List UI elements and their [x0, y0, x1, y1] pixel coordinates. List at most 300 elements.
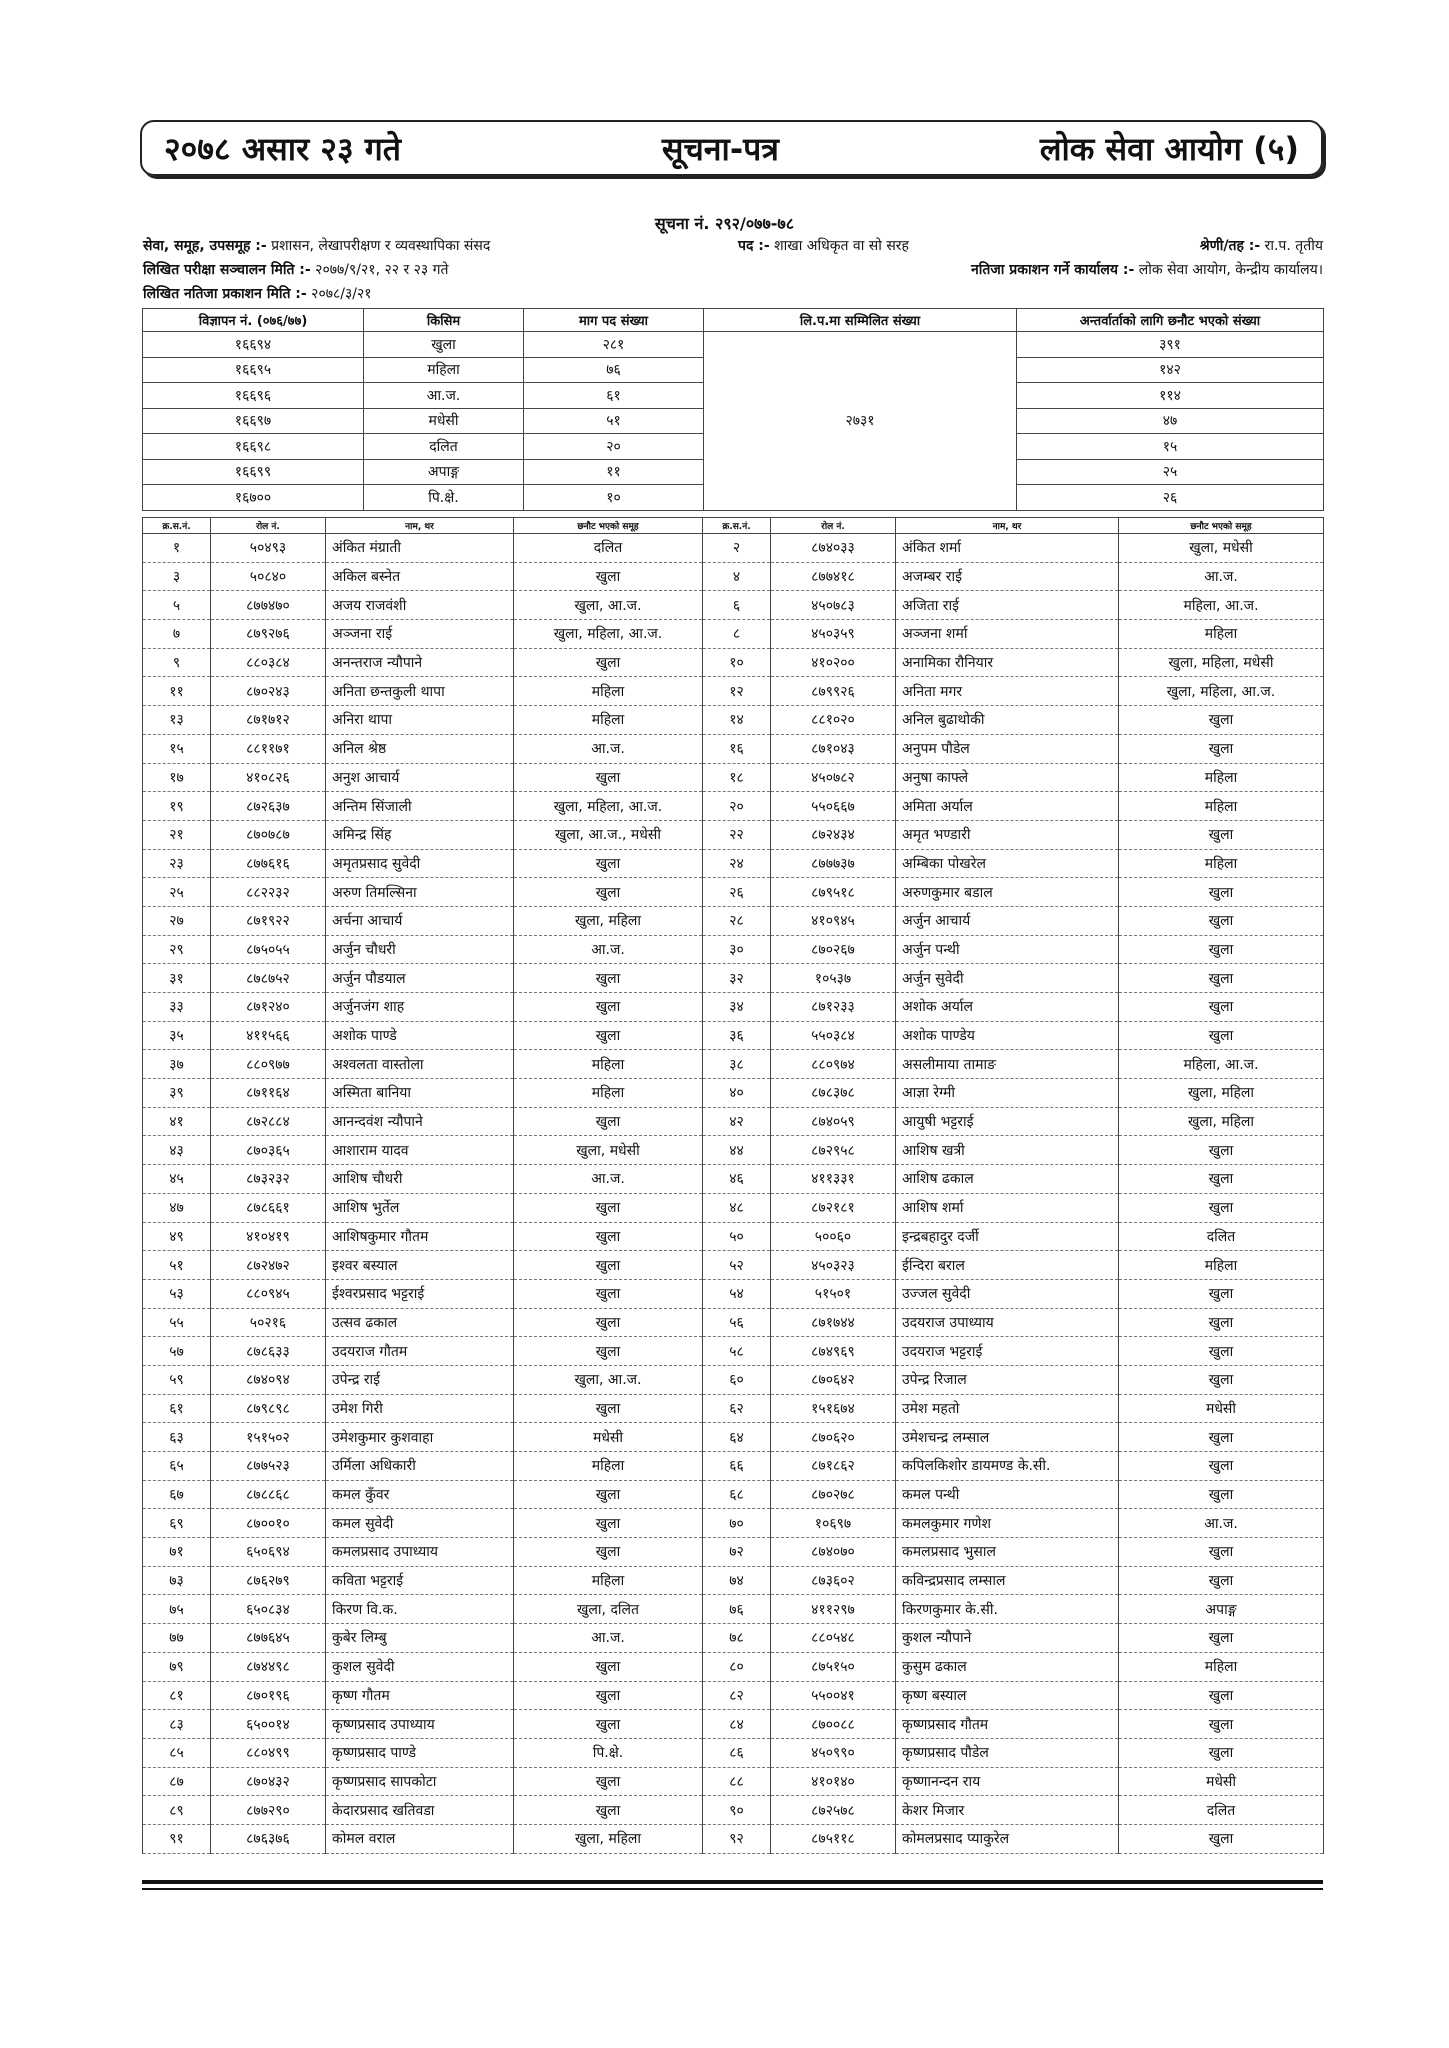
serial-number: ४ [703, 562, 771, 591]
candidate-name: असलीमाया तामाङ [896, 1050, 1119, 1079]
candidate-name: आशिष चौधरी [326, 1165, 514, 1194]
candidate-name: कमल सुवेदी [326, 1509, 514, 1538]
serial-number: ३६ [703, 1021, 771, 1050]
serial-number: १ [143, 534, 211, 563]
candidate-name: अमृतप्रसाद सुवेदी [326, 849, 514, 878]
serial-number: ८३ [143, 1710, 211, 1739]
candidate-name: आनन्दवंश न्यौपाने [326, 1107, 514, 1136]
serial-number: ७१ [143, 1538, 211, 1567]
roll-number: ८७४०७० [771, 1538, 896, 1567]
summary-cell: १६६९४ [143, 332, 364, 358]
candidate-name: अनुपम पौडेल [896, 734, 1119, 763]
table-row [143, 906, 1324, 935]
serial-number: ७६ [703, 1595, 771, 1624]
summary-cell: पि.क्षे. [364, 485, 524, 511]
table-row [143, 1681, 1324, 1710]
table-row [143, 1222, 1324, 1251]
selected-group: खुला [1119, 964, 1324, 993]
serial-number: ६५ [143, 1452, 211, 1481]
table-row [143, 1538, 1324, 1567]
header-org: लोक सेवा आयोग (५) [1039, 129, 1299, 168]
serial-number: ९२ [703, 1824, 771, 1853]
candidate-name: उर्मिला अधिकारी [326, 1452, 514, 1481]
table-row [143, 1050, 1324, 1079]
selected-group: खुला [514, 562, 703, 591]
roll-number: ५०४९३ [211, 534, 326, 563]
serial-number: २९ [143, 935, 211, 964]
roll-number: ८७१०४३ [771, 734, 896, 763]
selected-group: खुला, आ.ज. [514, 1365, 703, 1394]
roll-number: ८७७४१८ [771, 562, 896, 591]
table-row [143, 763, 1324, 792]
serial-number: ५६ [703, 1308, 771, 1337]
table-row [143, 1652, 1324, 1681]
candidate-name: अंकित मंग्राती [326, 534, 514, 563]
roll-number: ८७०३६५ [211, 1136, 326, 1165]
candidate-name: कोमल वराल [326, 1824, 514, 1853]
serial-number: ५ [143, 591, 211, 620]
results-header-row [143, 518, 1324, 534]
candidate-name: कृष्ण बस्याल [896, 1681, 1119, 1710]
summary-header: अन्तर्वार्ताको लागि छनौट भएको संख्या [1017, 309, 1324, 332]
serial-number: १८ [703, 763, 771, 792]
serial-number: ६३ [143, 1423, 211, 1452]
serial-number: ६८ [703, 1480, 771, 1509]
candidate-name: आशिष भुर्तेल [326, 1193, 514, 1222]
summary-cell: १६६९९ [143, 459, 364, 485]
selected-group: खुला [514, 1710, 703, 1739]
roll-number: ४१०९४५ [771, 906, 896, 935]
candidate-name: अञ्जना शर्मा [896, 620, 1119, 649]
table-row [143, 1337, 1324, 1366]
header-title: सूचना-पत्र [661, 129, 779, 168]
serial-number: ५२ [703, 1251, 771, 1280]
roll-number: ४५०७८३ [771, 591, 896, 620]
service-label: सेवा, समूह, उपसमूह :- [143, 238, 267, 254]
candidate-name: उज्जल सुवेदी [896, 1279, 1119, 1308]
selected-group: खुला, आ.ज., मधेसी [514, 820, 703, 849]
roll-number: ८७७४७० [211, 591, 326, 620]
candidate-name: अन्तिम सिंजाली [326, 792, 514, 821]
table-row [143, 1824, 1324, 1853]
candidate-name: अर्जुन चौधरी [326, 935, 514, 964]
serial-number: १२ [703, 677, 771, 706]
selected-group: महिला [1119, 1652, 1324, 1681]
candidate-name: कृष्णप्रसाद गौतम [896, 1710, 1119, 1739]
roll-number: ८७०१९६ [211, 1681, 326, 1710]
candidate-name: उपेन्द्र रिजाल [896, 1365, 1119, 1394]
selected-group: खुला, महिला, मधेसी [1119, 648, 1324, 677]
candidate-name: अनुषा काफ्ले [896, 763, 1119, 792]
selected-group: आ.ज. [1119, 1509, 1324, 1538]
candidate-name: अश्वलता वास्तोला [326, 1050, 514, 1079]
office-label: नतिजा प्रकाशन गर्ने कार्यालय :- [970, 262, 1135, 278]
page-header [140, 120, 1323, 176]
footer-rule-thin [142, 1888, 1323, 1890]
selected-group: खुला [514, 1222, 703, 1251]
candidate-name: आशिष शर्मा [896, 1193, 1119, 1222]
serial-number: ४९ [143, 1222, 211, 1251]
results-header: छनौट भएको समूह [514, 518, 703, 534]
roll-number: ४११२९७ [771, 1595, 896, 1624]
roll-number: ८७७५२३ [211, 1452, 326, 1481]
selected-group: खुला [514, 964, 703, 993]
selected-group: खुला [1119, 1566, 1324, 1595]
serial-number: ९ [143, 648, 211, 677]
selected-group: महिला, आ.ज. [1119, 1050, 1324, 1079]
selected-group: खुला, महिला, आ.ज. [514, 620, 703, 649]
selected-group: खुला [1119, 1480, 1324, 1509]
candidate-name: अशोक अर्याल [896, 993, 1119, 1022]
candidate-name: अर्जुन आचार्य [896, 906, 1119, 935]
candidate-name: आशिषकुमार गौतम [326, 1222, 514, 1251]
post-value: शाखा अधिकृत वा सो सरह [774, 238, 909, 254]
candidate-name: केशर मिजार [896, 1796, 1119, 1825]
selected-group: खुला [1119, 1452, 1324, 1481]
roll-number: ८८०९४५ [211, 1279, 326, 1308]
table-row [143, 706, 1324, 735]
serial-number: ८७ [143, 1767, 211, 1796]
candidate-name: अनिल बुढाथोकी [896, 706, 1119, 735]
serial-number: ८० [703, 1652, 771, 1681]
table-row [143, 1480, 1324, 1509]
serial-number: ९० [703, 1796, 771, 1825]
selected-group: खुला [1119, 1738, 1324, 1767]
selected-group: खुला [1119, 706, 1324, 735]
roll-number: ५०२१६ [211, 1308, 326, 1337]
roll-number: ८८०९७७ [211, 1050, 326, 1079]
summary-cell: ६१ [524, 383, 704, 409]
serial-number: ५३ [143, 1279, 211, 1308]
serial-number: ६० [703, 1365, 771, 1394]
selected-group: खुला [1119, 1308, 1324, 1337]
results-header: छनौट भएको समूह [1119, 518, 1324, 534]
selected-group: आ.ज. [514, 1165, 703, 1194]
roll-number: ८७१२४० [211, 993, 326, 1022]
serial-number: ७८ [703, 1624, 771, 1653]
serial-number: २ [703, 534, 771, 563]
serial-number: ६ [703, 591, 771, 620]
roll-number: ८७८७५२ [211, 964, 326, 993]
candidate-name: कविन्द्रप्रसाद लम्साल [896, 1566, 1119, 1595]
roll-number: ८८२२३२ [211, 878, 326, 907]
serial-number: ८२ [703, 1681, 771, 1710]
roll-number: १५१५०२ [211, 1423, 326, 1452]
candidate-name: अनिल श्रेष्ठ [326, 734, 514, 763]
table-row [143, 1193, 1324, 1222]
candidate-name: अनिरा थापा [326, 706, 514, 735]
roll-number: ४५०३५९ [771, 620, 896, 649]
serial-number: ३१ [143, 964, 211, 993]
candidate-name: इन्द्रबहादुर दर्जी [896, 1222, 1119, 1251]
table-row [143, 820, 1324, 849]
serial-number: ४० [703, 1079, 771, 1108]
serial-number: २८ [703, 906, 771, 935]
selected-group: खुला [514, 1394, 703, 1423]
candidate-name: अर्चना आचार्य [326, 906, 514, 935]
roll-number: ८७९८९८ [211, 1394, 326, 1423]
candidate-name: कविता भट्टराई [326, 1566, 514, 1595]
serial-number: ३ [143, 562, 211, 591]
roll-number: ८८०३८४ [211, 648, 326, 677]
candidate-name: अजम्बर राई [896, 562, 1119, 591]
serial-number: ८५ [143, 1738, 211, 1767]
selected-group: पि.क्षे. [514, 1738, 703, 1767]
results-header: क्र.स.नं. [703, 518, 771, 534]
selected-group: आ.ज. [514, 935, 703, 964]
roll-number: ८७१९२२ [211, 906, 326, 935]
selected-group: अपाङ्ग [1119, 1595, 1324, 1624]
roll-number: ८७५१५० [771, 1652, 896, 1681]
notice-number: सूचना नं. २९२/०७७-७८ [654, 214, 795, 233]
candidate-name: अर्जुनजंग शाह [326, 993, 514, 1022]
summary-cell: मधेसी [364, 408, 524, 434]
serial-number: १३ [143, 706, 211, 735]
serial-number: ४७ [143, 1193, 211, 1222]
roll-number: ४५०७८२ [771, 763, 896, 792]
candidate-name: अरुणकुमार बडाल [896, 878, 1119, 907]
candidate-name: अमृत भण्डारी [896, 820, 1119, 849]
table-row [143, 993, 1324, 1022]
roll-number: ८७९९२६ [771, 677, 896, 706]
table-row [143, 562, 1324, 591]
serial-number: ८८ [703, 1767, 771, 1796]
serial-number: ४५ [143, 1165, 211, 1194]
roll-number: ८७२४७२ [211, 1251, 326, 1280]
roll-number: ८७२८८४ [211, 1107, 326, 1136]
serial-number: ५४ [703, 1279, 771, 1308]
serial-number: २४ [703, 849, 771, 878]
candidate-name: आयुषी भट्टराई [896, 1107, 1119, 1136]
roll-number: १५१६७४ [771, 1394, 896, 1423]
table-row [143, 792, 1324, 821]
selected-group: खुला [1119, 1710, 1324, 1739]
selected-group: खुला [514, 1279, 703, 1308]
roll-number: ८७१८६२ [771, 1452, 896, 1481]
roll-number: ८७२६३७ [211, 792, 326, 821]
roll-number: ८७३२३२ [211, 1165, 326, 1194]
roll-number: ८८०९७४ [771, 1050, 896, 1079]
selected-group: खुला, महिला [514, 906, 703, 935]
selected-group: खुला [1119, 1337, 1324, 1366]
results-header: क्र.स.नं. [143, 518, 211, 534]
candidate-name: कुबेर लिम्बु [326, 1624, 514, 1653]
footer-rule-thick [142, 1880, 1323, 1884]
roll-number: ८७४४९८ [211, 1652, 326, 1681]
serial-number: ७४ [703, 1566, 771, 1595]
serial-number: २२ [703, 820, 771, 849]
roll-number: ६५००१४ [211, 1710, 326, 1739]
roll-number: ८८११७१ [211, 734, 326, 763]
candidate-name: कृष्णप्रसाद पाण्डे [326, 1738, 514, 1767]
serial-number: ९१ [143, 1824, 211, 1853]
candidate-name: आज्ञा रेग्मी [896, 1079, 1119, 1108]
selected-group: दलित [1119, 1222, 1324, 1251]
office-value: लोक सेवा आयोग, केन्द्रीय कार्यालय। [1138, 262, 1323, 278]
selected-group: मधेसी [1119, 1394, 1324, 1423]
selected-group: महिला [514, 1079, 703, 1108]
exam-date-label: लिखित परीक्षा सञ्चालन मिति :- [143, 262, 311, 278]
roll-number: ८७७७३७ [771, 849, 896, 878]
roll-number: ८७०६२० [771, 1423, 896, 1452]
selected-group: खुला [514, 1021, 703, 1050]
exam-date-value: २०७७/९/२१, २२ र २३ गते [315, 262, 449, 278]
serial-number: ८९ [143, 1796, 211, 1825]
serial-number: ४१ [143, 1107, 211, 1136]
serial-number: ८ [703, 620, 771, 649]
serial-number: ७५ [143, 1595, 211, 1624]
serial-number: ७३ [143, 1566, 211, 1595]
table-row [143, 1107, 1324, 1136]
table-row [143, 1452, 1324, 1481]
roll-number: ८८१०२० [771, 706, 896, 735]
selected-group: खुला, मधेसी [514, 1136, 703, 1165]
summary-cell: अपाङ्ग [364, 459, 524, 485]
summary-cell: १४२ [1017, 357, 1324, 383]
summary-cell: आ.ज. [364, 383, 524, 409]
candidate-name: अनुश आचार्य [326, 763, 514, 792]
serial-number: २६ [703, 878, 771, 907]
roll-number: ४१०४१९ [211, 1222, 326, 1251]
results-header: रोल नं. [771, 518, 896, 534]
candidate-name: कुशल सुवेदी [326, 1652, 514, 1681]
roll-number: ८७८८६८ [211, 1480, 326, 1509]
post-label: पद :- [738, 238, 770, 254]
summary-cell: १६६९७ [143, 408, 364, 434]
candidate-name: कमल कुँवर [326, 1480, 514, 1509]
selected-group: खुला [514, 1796, 703, 1825]
candidate-name: अजय राजवंशी [326, 591, 514, 620]
candidate-name: कोमलप्रसाद प्याकुरेल [896, 1824, 1119, 1853]
serial-number: ११ [143, 677, 211, 706]
candidate-name: उत्सव ढकाल [326, 1308, 514, 1337]
serial-number: २३ [143, 849, 211, 878]
summary-header: लि.प.मा सम्मिलित संख्या [704, 309, 1017, 332]
roll-number: ८७०६४२ [771, 1365, 896, 1394]
candidate-name: कमल पन्थी [896, 1480, 1119, 1509]
roll-number: ८७२१८१ [771, 1193, 896, 1222]
roll-number: ४११५६६ [211, 1021, 326, 1050]
selected-group: खुला [1119, 906, 1324, 935]
candidate-name: कमलकुमार गणेश [896, 1509, 1119, 1538]
table-row [143, 1423, 1324, 1452]
roll-number: ८७००८८ [771, 1710, 896, 1739]
serial-number: ७२ [703, 1538, 771, 1567]
selected-group: खुला, महिला, आ.ज. [1119, 677, 1324, 706]
selected-group: खुला [1119, 993, 1324, 1022]
summary-cell: ११४ [1017, 383, 1324, 409]
selected-group: महिला [514, 1050, 703, 1079]
selected-group: खुला [514, 1107, 703, 1136]
candidate-name: अनामिका रौनियार [896, 648, 1119, 677]
candidate-name: उमेश गिरी [326, 1394, 514, 1423]
candidate-name: उदयराज गौतम [326, 1337, 514, 1366]
candidate-name: अर्जुन पौडयाल [326, 964, 514, 993]
roll-number: ४१०८२६ [211, 763, 326, 792]
selected-group: खुला [514, 993, 703, 1022]
selected-group: आ.ज. [514, 734, 703, 763]
selected-group: खुला [1119, 935, 1324, 964]
serial-number: २७ [143, 906, 211, 935]
summary-cell: ३९१ [1017, 332, 1324, 358]
serial-number: १७ [143, 763, 211, 792]
selected-group: मधेसी [514, 1423, 703, 1452]
result-date-value: २०७८/३/२१ [311, 286, 372, 302]
serial-number: ३० [703, 935, 771, 964]
serial-number: ४६ [703, 1165, 771, 1194]
selected-group: खुला, आ.ज. [514, 591, 703, 620]
candidate-name: अनिता मगर [896, 677, 1119, 706]
candidate-name: कमलप्रसाद उपाध्याय [326, 1538, 514, 1567]
roll-number: ८७१७४४ [771, 1308, 896, 1337]
roll-number: ८७७६१६ [211, 849, 326, 878]
serial-number: ६२ [703, 1394, 771, 1423]
serial-number: ५० [703, 1222, 771, 1251]
serial-number: ७७ [143, 1624, 211, 1653]
selected-group: खुला [514, 878, 703, 907]
serial-number: ३२ [703, 964, 771, 993]
summary-cell: ५१ [524, 408, 704, 434]
serial-number: ६९ [143, 1509, 211, 1538]
selected-group: महिला [1119, 849, 1324, 878]
selected-group: खुला [514, 1767, 703, 1796]
selected-group: महिला [1119, 763, 1324, 792]
selected-group: महिला [514, 1452, 703, 1481]
roll-number: ८७०२४३ [211, 677, 326, 706]
selected-group: खुला [1119, 1136, 1324, 1165]
serial-number: ७९ [143, 1652, 211, 1681]
roll-number: ८७९५१८ [771, 878, 896, 907]
roll-number: ८७०२६७ [771, 935, 896, 964]
candidate-name: कुसुम ढकाल [896, 1652, 1119, 1681]
selected-group: खुला, महिला [1119, 1107, 1324, 1136]
candidate-name: अजिता राई [896, 591, 1119, 620]
candidate-name: आशाराम यादव [326, 1136, 514, 1165]
candidate-name: अनिता छन्तकुली थापा [326, 677, 514, 706]
roll-number: ५५०३८४ [771, 1021, 896, 1050]
table-row [143, 1165, 1324, 1194]
selected-group: खुला [1119, 1165, 1324, 1194]
serial-number: ४४ [703, 1136, 771, 1165]
candidate-name: कृष्णानन्दन राय [896, 1767, 1119, 1796]
candidate-name: कृष्णप्रसाद सापकोटा [326, 1767, 514, 1796]
summary-cell: १६६९५ [143, 357, 364, 383]
candidate-name: अस्मिता बानिया [326, 1079, 514, 1108]
table-row [143, 849, 1324, 878]
candidate-name: आशिष ढकाल [896, 1165, 1119, 1194]
table-row [143, 534, 1324, 563]
selected-group: खुला [1119, 1279, 1324, 1308]
table-row [143, 1136, 1324, 1165]
serial-number: ३९ [143, 1079, 211, 1108]
summary-row [143, 332, 1324, 358]
results-table [142, 517, 1324, 1854]
summary-header: किसिम [364, 309, 524, 332]
selected-group: खुला [1119, 1021, 1324, 1050]
candidate-name: किरण वि.क. [326, 1595, 514, 1624]
serial-number: ६७ [143, 1480, 211, 1509]
candidate-name: इश्वर बस्याल [326, 1251, 514, 1280]
roll-number: ८७७६४५ [211, 1624, 326, 1653]
table-row [143, 1509, 1324, 1538]
serial-number: ३३ [143, 993, 211, 1022]
candidate-name: अरुण तिमल्सिना [326, 878, 514, 907]
summary-cell: खुला [364, 332, 524, 358]
table-row [143, 878, 1324, 907]
roll-number: ८७४०५९ [771, 1107, 896, 1136]
serial-number: ८६ [703, 1738, 771, 1767]
candidate-name: ईन्दिरा बराल [896, 1251, 1119, 1280]
